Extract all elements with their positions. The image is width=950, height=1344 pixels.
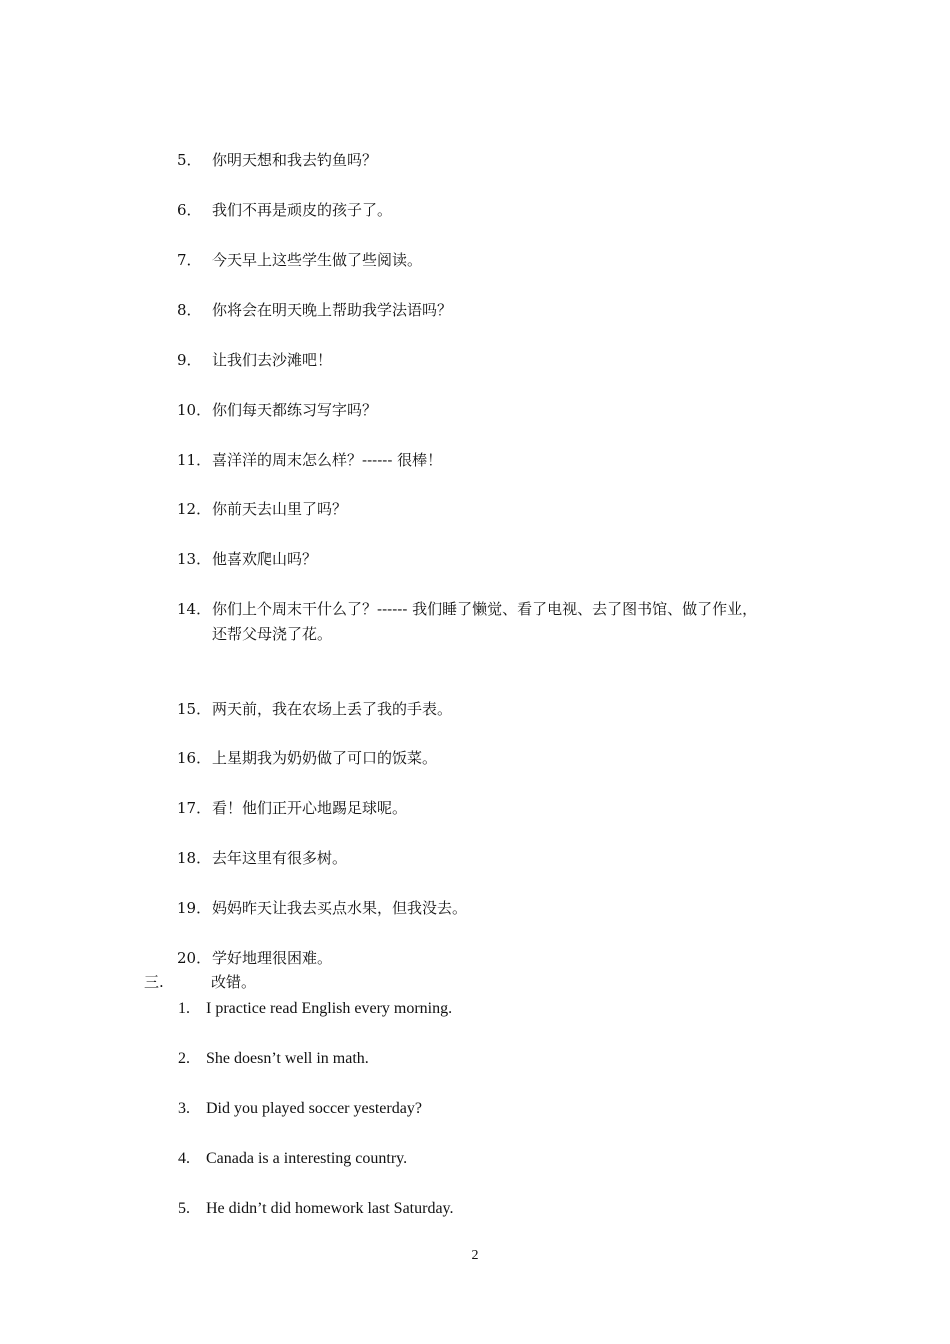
item-number: 7．: [177, 251, 202, 269]
item-text: He didn’t did homework last Saturday.: [206, 1200, 454, 1217]
item-text: 看！他们正开心地踢足球呢。: [212, 799, 408, 817]
section-number: 三.: [144, 973, 164, 991]
item-number: 14．: [177, 600, 212, 618]
item-number: 15．: [177, 700, 212, 718]
item-number: 13．: [177, 550, 212, 568]
item-number: 5.: [178, 1200, 190, 1217]
item-number: 11．: [177, 451, 212, 469]
item-number: 16．: [177, 749, 212, 767]
item-number: 2.: [178, 1050, 190, 1067]
item-text: I practice read English every morning.: [206, 1000, 453, 1017]
item-text: 我们不再是顽皮的孩子了。: [212, 201, 393, 219]
item-number: 19．: [177, 899, 212, 917]
item-text: 你明天想和我去钓鱼吗？: [212, 151, 378, 169]
item-text: 让我们去沙滩吧！: [212, 351, 333, 369]
item-text: 学好地理很困难。: [212, 949, 333, 967]
item-text: 去年这里有很多树。: [212, 849, 348, 867]
item-number: 17．: [177, 799, 212, 817]
item-text: 喜洋洋的周末怎么样？------ 很棒！: [212, 451, 443, 469]
item-number: 5．: [177, 151, 202, 169]
item-number: 18．: [177, 849, 212, 867]
item-text: 他喜欢爬山吗？: [212, 550, 318, 568]
item-text-continued: 还帮父母浇了花。: [212, 625, 333, 643]
item-text: She doesn’t well in math.: [206, 1050, 369, 1067]
item-text: Did you played soccer yesterday?: [206, 1100, 422, 1117]
item-text: 你前天去山里了吗？: [212, 500, 348, 518]
item-text: 你们上个周末干什么了？------ 我们睡了懒觉、看了电视、去了图书馆、做了作业，: [212, 600, 758, 618]
item-text: 你将会在明天晚上帮助我学法语吗？: [212, 301, 453, 319]
item-text: 你们每天都练习写字吗？: [212, 401, 378, 419]
item-text: 今天早上这些学生做了些阅读。: [212, 251, 423, 269]
item-number: 10．: [177, 401, 212, 419]
item-text: Canada is a interesting country.: [206, 1150, 408, 1167]
item-text: 上星期我为奶奶做了可口的饭菜。: [212, 749, 438, 767]
item-text: 妈妈昨天让我去买点水果，但我没去。: [212, 899, 468, 917]
item-number: 12．: [177, 500, 212, 518]
page-number: 2: [471, 1248, 479, 1263]
item-number: 3.: [178, 1100, 190, 1117]
item-text: 两天前，我在农场上丢了我的手表。: [212, 700, 453, 718]
section-title: 改错。: [211, 973, 257, 991]
item-number: 1.: [178, 1000, 190, 1017]
item-number: 8．: [177, 301, 202, 319]
item-number: 6．: [177, 201, 202, 219]
item-number: 9．: [177, 351, 202, 369]
item-number: 4.: [178, 1150, 190, 1167]
item-number: 20．: [177, 949, 212, 967]
